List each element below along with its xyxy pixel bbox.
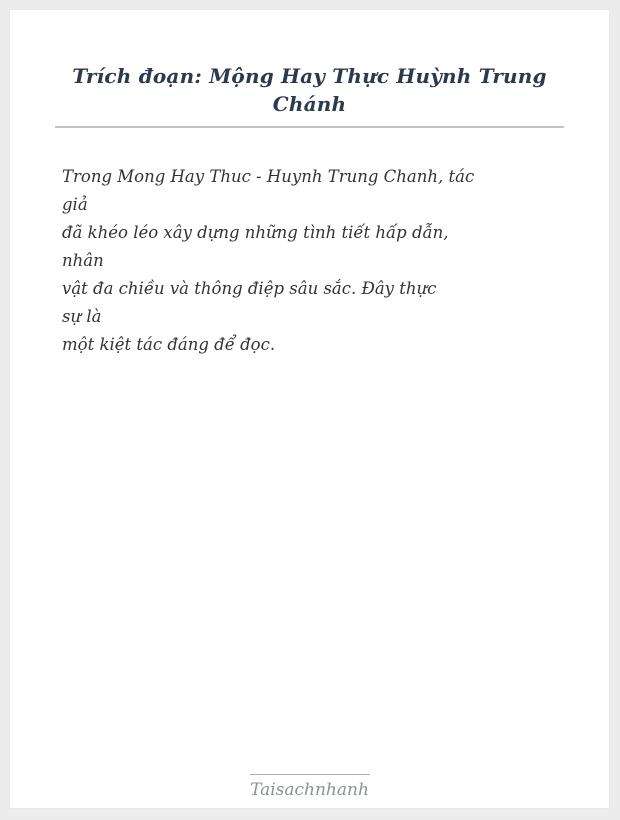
excerpt-line-5: vật đa chiều và thông điệp sâu sắc. Đây thực bbox=[62, 279, 437, 298]
excerpt-line-4: nhân bbox=[62, 251, 104, 270]
excerpt-line-7: một kiệt tác đáng để đọc. bbox=[62, 335, 276, 354]
document-page bbox=[10, 10, 609, 808]
footer-divider bbox=[250, 774, 370, 775]
excerpt-body bbox=[62, 163, 559, 359]
title-divider bbox=[55, 126, 564, 128]
excerpt-line-2: giả bbox=[62, 195, 88, 214]
excerpt-line-3: đã khéo léo xây dựng những tình tiết hấp dẫn, bbox=[62, 223, 449, 242]
page-footer bbox=[10, 774, 609, 802]
page-title: Trích đoạn: Mộng Hay Thực Huỳnh Trung Chánh bbox=[72, 64, 547, 116]
excerpt-line-6: sự là bbox=[62, 307, 102, 326]
footer-brand: Taisachnhanh bbox=[250, 780, 369, 800]
excerpt-line-1: Trong Mong Hay Thuc - Huynh Trung Chanh, tác bbox=[62, 167, 475, 186]
